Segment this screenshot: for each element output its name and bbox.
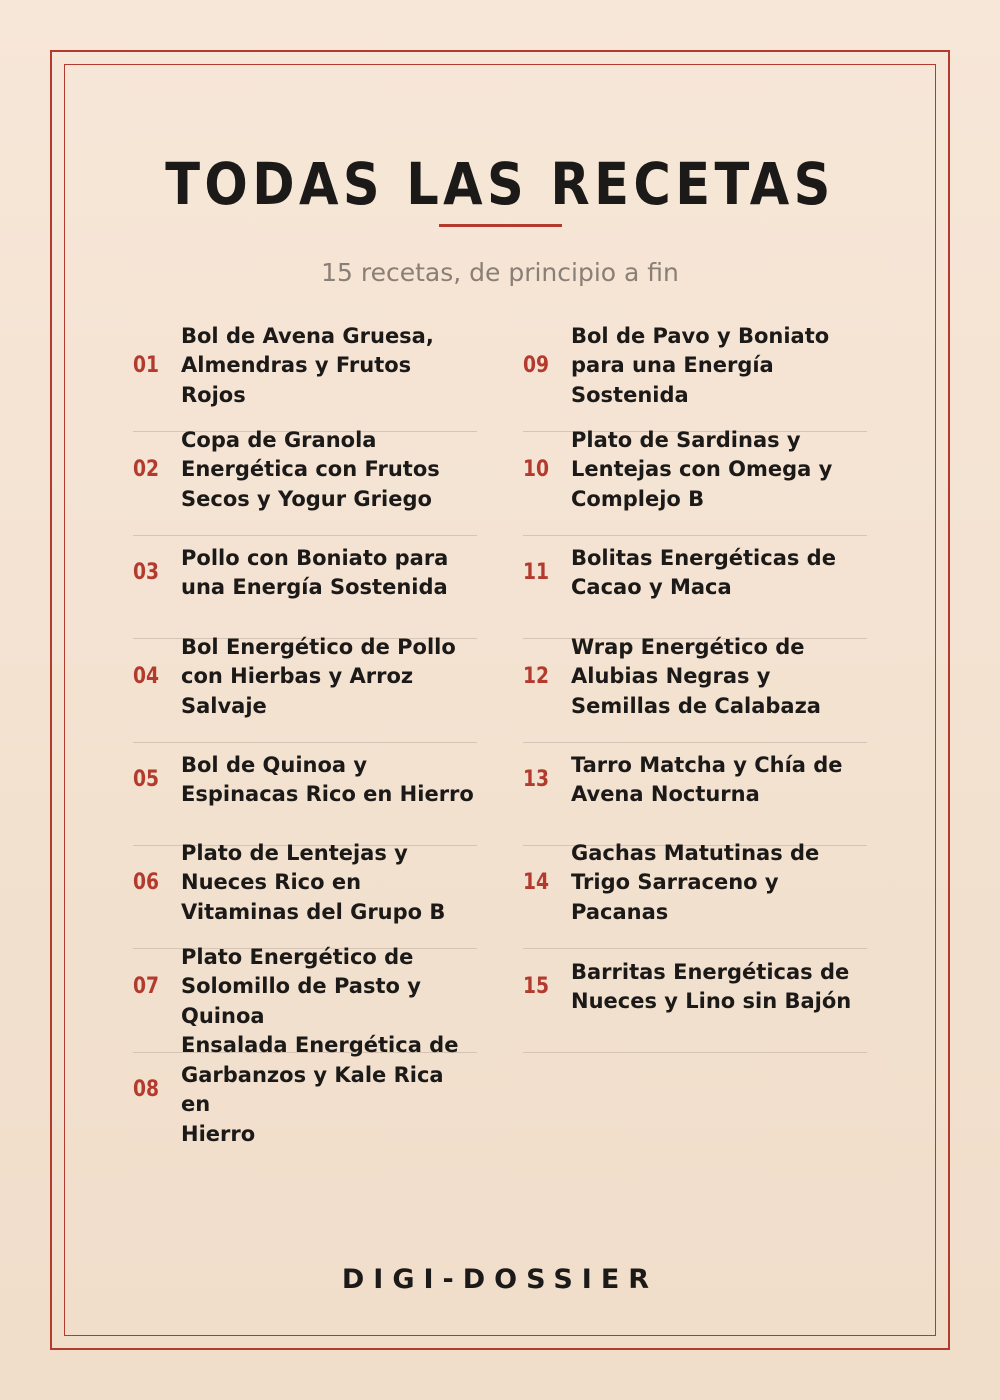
recipe-name: Plato de Sardinas y Lentejas con Omega y Complejo B — [571, 427, 833, 511]
recipe-name: Plato de Lentejas y Nueces Rico en Vitaminas del Grupo B — [181, 840, 446, 924]
recipe-name: Bolitas Energéticas de Cacao y Maca — [571, 545, 836, 599]
title-underline — [439, 224, 562, 227]
brand-footer: DIGI-DOSSIER — [341, 1264, 659, 1295]
recipe-number: 06 — [133, 870, 160, 895]
recipe-item[interactable] — [523, 521, 867, 625]
recipe-number: 05 — [133, 767, 160, 792]
recipe-number: 10 — [523, 457, 550, 482]
page-subtitle: 15 recetas, de principio a fin — [321, 258, 679, 287]
recipe-name: Plato Energético de Solomillo de Pasto y Quinoa — [181, 944, 421, 1028]
recipe-item[interactable] — [133, 314, 477, 418]
recipe-name: Copa de Granola Energética con Frutos Secos y Yogur Griego — [181, 427, 440, 511]
recipe-item[interactable] — [523, 935, 867, 1039]
recipe-item[interactable] — [133, 831, 477, 935]
recipe-item[interactable] — [133, 935, 477, 1039]
recipe-name: Bol de Avena Gruesa, Almendras y Frutos Rojos — [181, 323, 434, 407]
recipe-name: Ensalada Energética de Garbanzos y Kale Rica en Hierro — [181, 1033, 459, 1146]
recipe-number: 09 — [523, 353, 550, 378]
recipe-item[interactable] — [523, 831, 867, 935]
recipe-number: 14 — [523, 870, 550, 895]
recipe-number: 12 — [523, 664, 550, 689]
divider — [523, 1052, 867, 1053]
recipe-name: Bol de Quinoa y Espinacas Rico en Hierro — [181, 752, 474, 806]
page-title: TODAS LAS RECETAS — [165, 150, 835, 218]
recipe-number: 04 — [133, 664, 160, 689]
recipe-number: 15 — [523, 974, 550, 999]
recipe-item[interactable] — [133, 418, 477, 522]
recipe-number: 13 — [523, 767, 550, 792]
recipe-item[interactable] — [523, 625, 867, 729]
recipe-number: 07 — [133, 974, 160, 999]
recipe-name: Bol de Pavo y Boniato para una Energía Sostenida — [571, 323, 830, 407]
recipe-name: Tarro Matcha y Chía de Avena Nocturna — [571, 752, 843, 806]
recipe-number: 01 — [133, 353, 160, 378]
recipe-number: 02 — [133, 457, 160, 482]
recipe-name: Pollo con Boniato para una Energía Sostenida — [181, 545, 449, 599]
recipe-item[interactable] — [133, 1033, 477, 1146]
recipe-name: Bol Energético de Pollo con Hierbas y Arroz Salvaje — [181, 634, 456, 718]
recipe-item[interactable] — [523, 314, 867, 418]
recipe-number: 08 — [133, 1077, 160, 1102]
recipe-name: Barritas Energéticas de Nueces y Lino sin Bajón — [571, 959, 852, 1013]
recipe-item[interactable] — [523, 728, 867, 832]
recipe-name: Wrap Energético de Alubias Negras y Semillas de Calabaza — [571, 634, 821, 718]
recipe-item[interactable] — [523, 418, 867, 522]
recipe-item[interactable] — [133, 625, 477, 729]
recipe-name: Gachas Matutinas de Trigo Sarraceno y Pacanas — [571, 840, 820, 924]
recipe-number: 11 — [523, 560, 550, 585]
recipe-number: 03 — [133, 560, 160, 585]
recipe-item[interactable] — [133, 728, 477, 832]
recipe-item[interactable] — [133, 521, 477, 625]
